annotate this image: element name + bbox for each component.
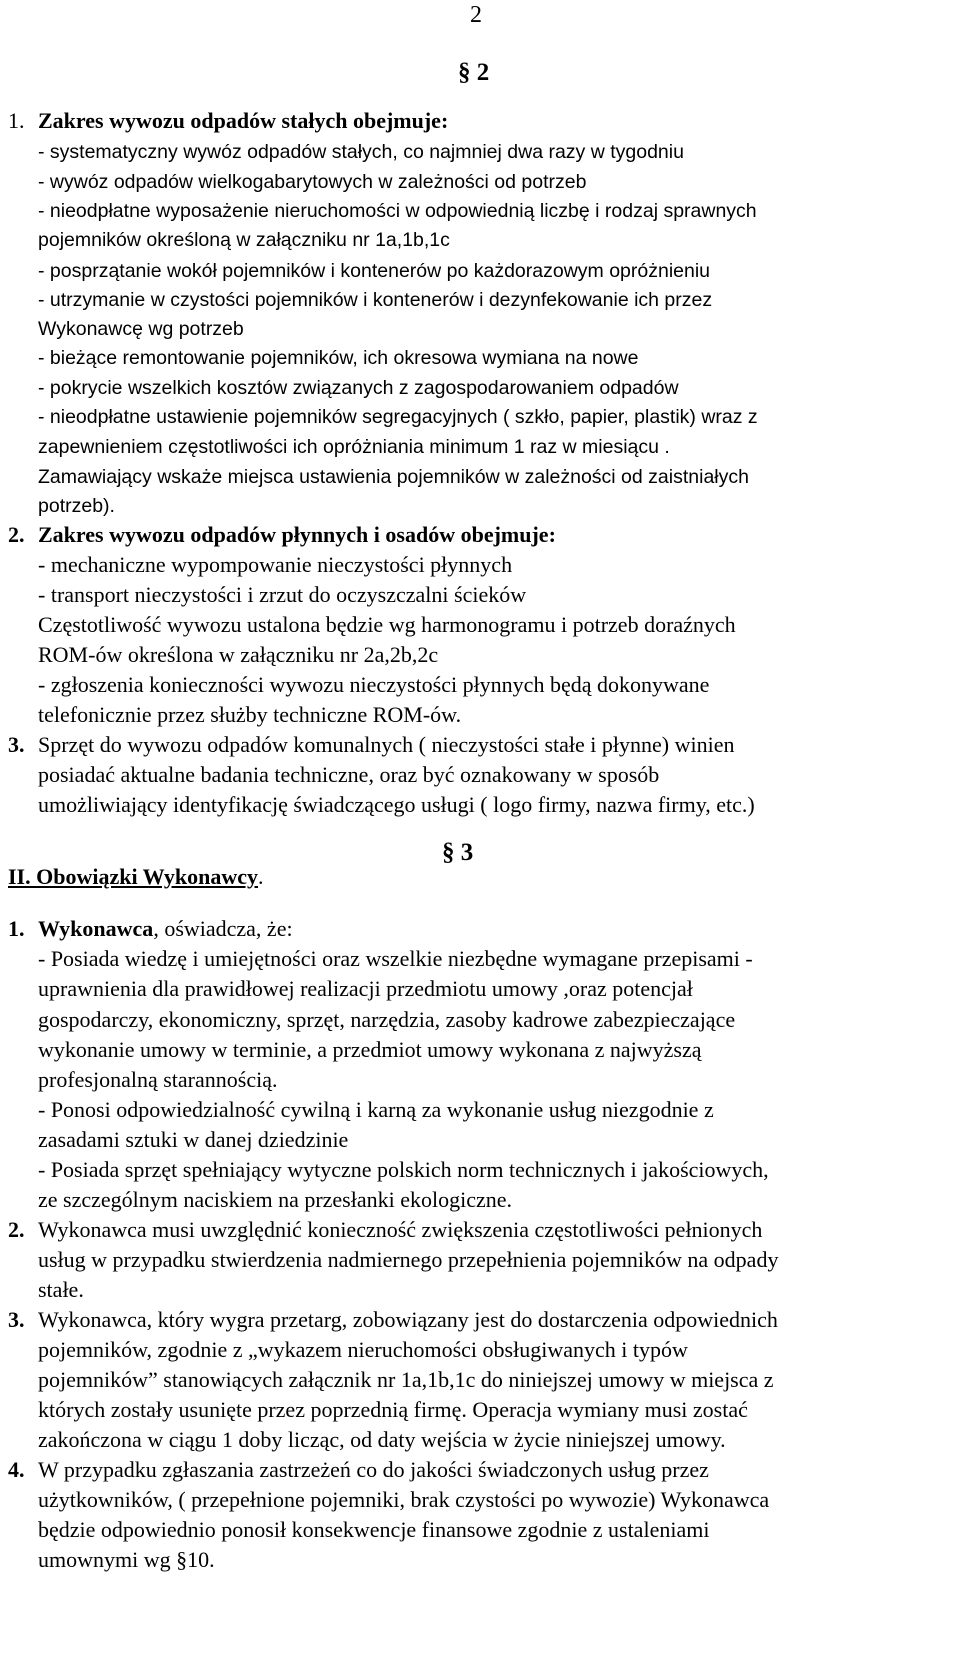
obligation-2-line: stałe.	[38, 1277, 84, 1302]
part3-line: posiadać aktualne badania techniczne, oraz być oznakowany w sposób	[38, 762, 660, 787]
obligation-1-line: - Ponosi odpowiedzialność cywilną i karną za wykonanie usług niezgodnie z	[38, 1097, 714, 1122]
obligation-4-line: W przypadku zgłaszania zastrzeżeń co do jakości świadczonych usług przez	[38, 1457, 709, 1482]
section-3-heading: § 3	[442, 839, 474, 866]
obligation-1-lead	[38, 914, 293, 944]
obligation-4-line: użytkowników, ( przepełnione pojemniki, brak czystości po wywozie) Wykonawca	[38, 1487, 770, 1512]
obligation-3-line: Wykonawca, który wygra przetarg, zobowiązany jest do dostarczenia odpowiednich	[38, 1307, 778, 1332]
part2-line: ROM-ów określona w załączniku nr 2a,2b,2c	[38, 642, 439, 667]
obligation-4-line: umownymi wg §10.	[38, 1547, 215, 1572]
obligation-1-line: zasadami sztuki w danej dziedzinie	[38, 1127, 349, 1152]
obligation-4-line: będzie odpowiednio ponosił konsekwencje finansowe zgodnie z ustaleniami	[38, 1517, 710, 1542]
page-number: 2	[470, 2, 482, 28]
part3-line: Sprzęt do wywozu odpadów komunalnych ( nieczystości stałe i płynne) winien	[38, 732, 735, 757]
part2-line: - transport nieczystości i zrzut do oczyszczalni ścieków	[38, 582, 527, 607]
part1-line: - wywóz odpadów wielkogabarytowych w zależności od potrzeb	[38, 171, 587, 193]
part1-line: potrzeb).	[38, 495, 115, 517]
part2-line: - zgłoszenia konieczności wywozu nieczystości płynnych będą dokonywane	[38, 672, 710, 697]
obligation-2-line: Wykonawca musi uwzględnić konieczność zwiększenia częstotliwości pełnionych	[38, 1217, 763, 1242]
obligation-1-line: ze szczególnym naciskiem na przesłanki ekologiczne.	[38, 1187, 513, 1212]
obligation-1-line: uprawnienia dla prawidłowej realizacji przedmiotu umowy ,oraz potencjał	[38, 976, 693, 1001]
obligation-1-lead-bold: Wykonawca	[38, 916, 154, 941]
part1-line: pojemników określoną w załączniku nr 1a,1b,1c	[38, 229, 450, 251]
obligation-2-line: usług w przypadku stwierdzenia nadmiernego przepełnienia pojemników na odpady	[38, 1247, 779, 1272]
obligation-1-line: - Posiada sprzęt spełniający wytyczne polskich norm technicznych i jakościowych,	[38, 1157, 769, 1182]
part1-line: - posprzątanie wokół pojemników i kontenerów po każdorazowym opróżnieniu	[38, 260, 711, 282]
obligation-3-line: pojemników, zgodnie z „wykazem nieruchomości obsługiwanych i typów	[38, 1337, 688, 1362]
obligation-1-lead-rest: , oświadcza, że:	[153, 916, 293, 941]
part2-line: telefonicznie przez służby techniczne ROM-ów.	[38, 702, 462, 727]
part1-heading: Zakres wywozu odpadów stałych obejmuje:	[38, 108, 449, 133]
obligation-1-number: 1.	[8, 916, 25, 941]
part1-line: Wykonawcę wg potrzeb	[38, 318, 244, 340]
obligation-3-line: zakończona w ciągu 1 doby licząc, od daty wejścia w życie niniejszej umowy.	[38, 1427, 726, 1452]
obligation-3-line: pojemników” stanowiących załącznik nr 1a,1b,1c do niniejszej umowy w miejsca z	[38, 1367, 774, 1392]
obligation-1-line: - Posiada wiedzę i umiejętności oraz wszelkie niezbędne wymagane przepisami -	[38, 946, 753, 971]
chapter-2-title-text: II. Obowiązki Wykonawcy	[8, 864, 258, 889]
part1-line: - nieodpłatne ustawienie pojemników segregacyjnych ( szkło, papier, plastik) wraz z	[38, 406, 758, 428]
obligation-3-line: których zostały usunięte przez poprzednią firmę. Operacja wymiany musi zostać	[38, 1397, 748, 1422]
part2-heading: Zakres wywozu odpadów płynnych i osadów obejmuje:	[38, 522, 556, 547]
part1-line: - nieodpłatne wyposażenie nieruchomości w odpowiednią liczbę i rodzaj sprawnych	[38, 200, 757, 222]
section-2-heading: § 2	[458, 59, 490, 86]
part1-line: zapewnieniem częstotliwości ich opróżniania minimum 1 raz w miesiącu .	[38, 436, 670, 458]
part3-number: 3.	[8, 732, 25, 757]
obligation-4-number: 4.	[8, 1457, 25, 1482]
obligation-1-line: profesjonalną starannością.	[38, 1067, 278, 1092]
part2-number: 2.	[8, 522, 25, 547]
chapter-2-title-suffix: .	[258, 864, 264, 889]
part1-line: - pokrycie wszelkich kosztów związanych z zagospodarowaniem odpadów	[38, 377, 679, 399]
obligation-3-number: 3.	[8, 1307, 25, 1332]
part1-line: - utrzymanie w czystości pojemników i kontenerów i dezynfekowanie ich przez	[38, 289, 713, 311]
part2-line: Częstotliwość wywozu ustalona będzie wg harmonogramu i potrzeb doraźnych	[38, 612, 736, 637]
obligation-1-line: wykonanie umowy w terminie, a przedmiot umowy wykonana z najwyższą	[38, 1037, 702, 1062]
obligation-2-number: 2.	[8, 1217, 25, 1242]
part3-line: umożliwiający identyfikację świadczącego usługi ( logo firmy, nazwa firmy, etc.)	[38, 792, 755, 817]
part1-line: - bieżące remontowanie pojemników, ich okresowa wymiana na nowe	[38, 347, 639, 369]
part1-line: Zamawiający wskaże miejsca ustawienia pojemników w zależności od zaistniałych	[38, 466, 749, 488]
chapter-2-title	[8, 862, 264, 892]
part1-number: 1.	[8, 108, 25, 133]
obligation-1-line: gospodarczy, ekonomiczny, sprzęt, narzędzia, zasoby kadrowe zabezpieczające	[38, 1007, 736, 1032]
part1-line: - systematyczny wywóz odpadów stałych, co najmniej dwa razy w tygodniu	[38, 141, 684, 163]
part2-line: - mechaniczne wypompowanie nieczystości płynnych	[38, 552, 513, 577]
